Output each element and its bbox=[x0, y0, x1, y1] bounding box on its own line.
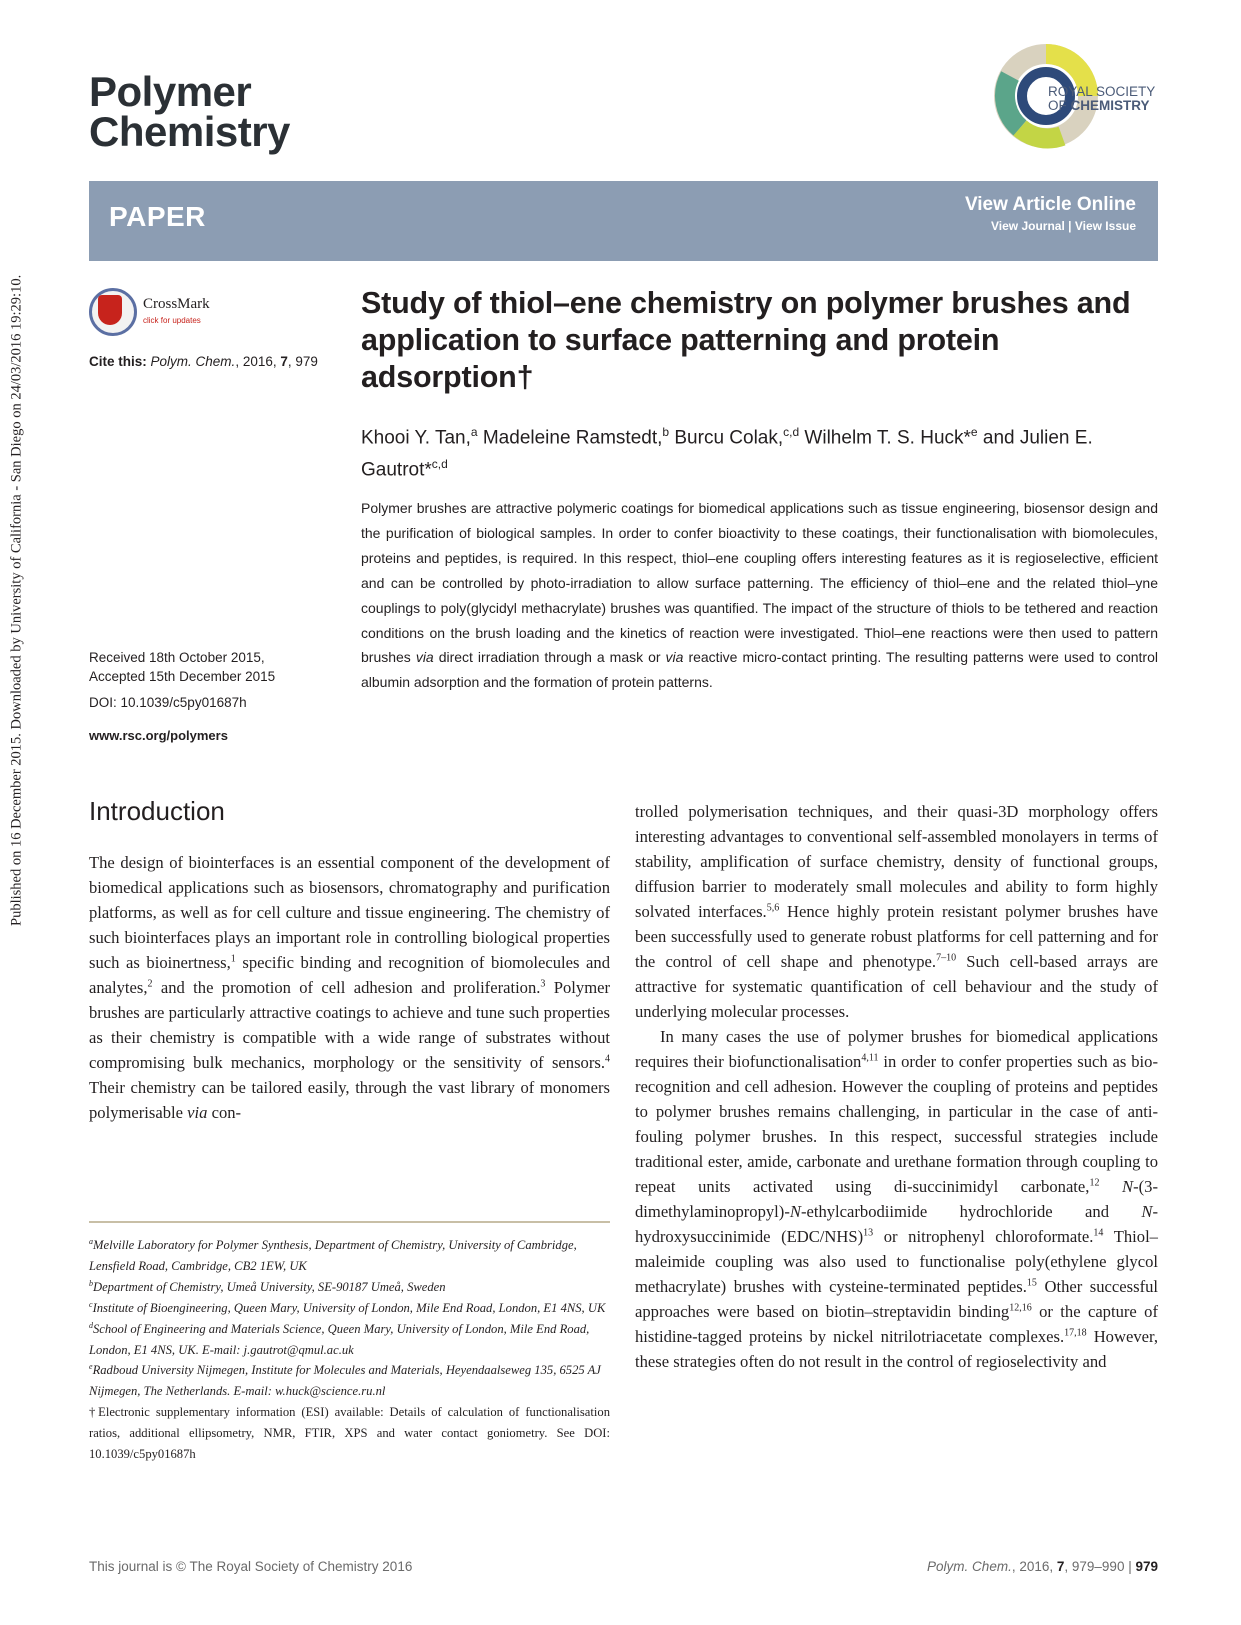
footnotes bbox=[89, 1235, 610, 1465]
affiliation-e: $^e$Radboud University Nijmegen, Institute for Molecules and Materials, Heyendaalseweg 135, 6525 AJ Nijmegen, The Netherlands. E-mail: w.huck@science.ru.nl bbox=[89, 1362, 601, 1399]
view-article-online-link[interactable]: View Article Online bbox=[964, 194, 1136, 215]
crossmark-label: CrossMark bbox=[143, 296, 210, 312]
doi: DOI: 10.1039/c5py01687h bbox=[89, 695, 247, 710]
publisher-line2: OF CHEMISTRY bbox=[1048, 98, 1150, 113]
affiliation-c: $^c$Institute of Bioengineering, Queen Mary, University of London, Mile End Road, London, E1 4NS, UK bbox=[89, 1299, 606, 1315]
affiliation-d: $^d$School of Engineering and Materials Science, Queen Mary, University of London, Mile End Road, London, E1 4NS, UK. E-mail: j.gautrot@qmul.ac.uk bbox=[89, 1320, 590, 1357]
affiliation-b: $^b$Department of Chemistry, Umeå University, SE-90187 Umeå, Sweden bbox=[89, 1278, 446, 1294]
article-banner bbox=[89, 181, 1158, 261]
article-title: Study of thiol–ene chemistry on polymer brushes and application to surface patterning and protein adsorption† bbox=[361, 286, 1131, 394]
crossmark-sub: click for updates bbox=[143, 316, 201, 325]
received-date: Received 18th October 2015, bbox=[89, 650, 265, 665]
publisher-name bbox=[1048, 85, 1155, 113]
journal-title-line1: Polymer bbox=[89, 68, 252, 115]
footnote-divider bbox=[89, 1221, 610, 1223]
publisher-line1: ROYAL SOCIETY bbox=[1048, 84, 1156, 99]
view-links-row bbox=[965, 218, 1136, 234]
author-list: Khooi Y. Tan,$^a$ Madeleine Ramstedt,$^b$ Burcu Colak,$^{c,d}$ Wilhelm T. S. Huck*$^e$ and Julien E. Gautrot*$^{c,d}$ bbox=[361, 425, 1093, 481]
section-heading-introduction: Introduction bbox=[89, 796, 225, 826]
crossmark-badge[interactable] bbox=[89, 288, 239, 338]
affiliation-a: $^a$Melville Laboratory for Polymer Synthesis, Department of Chemistry, University of Cambridge, Lensfield Road, Cambridge, CB2 1EW, UK bbox=[89, 1236, 577, 1273]
footer-citation: Polym. Chem., 2016, 7, 979–990 | 979 bbox=[927, 1559, 1158, 1574]
download-note: Published on 16 December 2015. Downloaded by University of California - San Diego on 24/03/2016 19:29:10. bbox=[8, 274, 25, 926]
page-number: 979 bbox=[1135, 1559, 1158, 1574]
abstract: Polymer brushes are attractive polymeric coatings for biomedical applications such as tissue engineering, biosensor design and the purification of biological samples. In order to confer bioactivity to these coatings, their functionalisation with biomolecules, proteins and peptides, is required. In this respect, thiol–ene coupling offers interesting features as it is regioselective, efficient and can be controlled by photo-irradiation to allow surface patterning. The efficiency of thiol–ene and the related thiol–yne couplings to poly(glycidyl methacrylate) brushes was quantified. The impact of the structure of thiols to be tethered and reaction conditions on the brush loading and the kinetics of reaction were investigated. Thiol–ene reactions were then used to pattern brushes via direct irradiation through a mask or via reactive micro-contact printing. The resulting patterns were used to control albumin adsorption and the formation of protein patterns. bbox=[361, 500, 1158, 691]
paragraph: trolled polymerisation techniques, and their quasi-3D morphology offers interesting advantages to conventional self-assembled monolayers in terms of stability, amplification of surface chemistry, density of functional groups, diffusion barrier to moderately small molecules and ability to form highly solvated interfaces.$^{5,6}$ Hence highly protein resistant polymer brushes have been successfully used to generate robust platforms for cell patterning and for the control of cell shape and phenotype.$^{7-10}$ Such cell-based arrays are attractive for systematic quantification of cell behaviour and the study of underlying molecular processes. bbox=[635, 802, 1158, 1021]
accepted-date: Accepted 15th December 2015 bbox=[89, 669, 276, 684]
article-type: PAPER bbox=[109, 201, 206, 232]
body-column-left bbox=[89, 850, 610, 1125]
journal-website-link[interactable]: www.rsc.org/polymers bbox=[89, 728, 228, 743]
link-separator: | bbox=[1068, 219, 1072, 233]
paragraph: The design of biointerfaces is an essential component of the development of biomedical applications such as biosensors, chromatography and purification platforms, as well as for cell culture and tissue engineering. The chemistry of such biointerfaces plays an important role in controlling biological properties such as bioinertness,$^1$ specific binding and recognition of biomolecules and analytes,$^2$ and the promotion of cell adhesion and proliferation.$^3$ Polymer brushes are particularly attractive coatings to achieve and tune such properties as their chemistry is compatible with a wide range of substrates without compromising bulk mechanics, morphology or the sensitivity of sensors.$^4$ Their chemistry can be tailored easily, through the vast library of monomers polymerisable via con- bbox=[89, 853, 610, 1122]
esi-note: †Electronic supplementary information (ESI) available: Details of calculation of functionalisation ratios, additional ellipsometry, NMR, FTIR, XPS and water contact goniometry. See DOI: 10.1039/c5py01687h bbox=[89, 1405, 610, 1462]
received-dates bbox=[89, 648, 275, 686]
crossmark-ribbon-icon bbox=[98, 295, 122, 325]
body-column-right bbox=[635, 799, 1158, 1374]
footer-copyright: This journal is © The Royal Society of Chemistry 2016 bbox=[89, 1559, 413, 1574]
paragraph: In many cases the use of polymer brushes for biomedical applications requires their biofunctionalisation$^{4,11}$ in order to confer properties such as bio-recognition and cell adhesion. However the coupling of proteins and peptides to polymer brushes remains challenging, in particular in the case of anti-fouling polymer brushes. In this respect, successful strategies include traditional ester, amide, carbonate and urethane formation through coupling to repeat units activated using di-succinimidyl carbonate,$^{12}$ N-(3-dimethylaminopropyl)-N-ethylcarbodiimide hydrochloride and N-hydroxysuccinimide $(EDC/NHS)^{13}$ or nitrophenyl chloroformate.$^{14}$ Thiol–maleimide coupling was also used to functionalise poly(ethylene glycol methacrylate) brushes with cysteine-terminated peptides.$^{15}$ Other successful approaches were based on biotin–streptavidin binding$^{12,16}$ or the capture of histidine-tagged proteins by nickel nitrilotriacetate complexes.$^{17,18}$ However, these strategies often do not result in the control of regioselectivity and bbox=[635, 1027, 1159, 1371]
banner-links bbox=[965, 192, 1136, 234]
view-journal-link[interactable]: View Journal bbox=[990, 219, 1065, 233]
view-issue-link[interactable]: View Issue bbox=[1074, 219, 1136, 233]
journal-title bbox=[89, 68, 290, 155]
journal-title-line2: Chemistry bbox=[89, 108, 290, 155]
citation: Cite this: Polym. Chem., 2016, 7, 979 bbox=[89, 354, 318, 369]
